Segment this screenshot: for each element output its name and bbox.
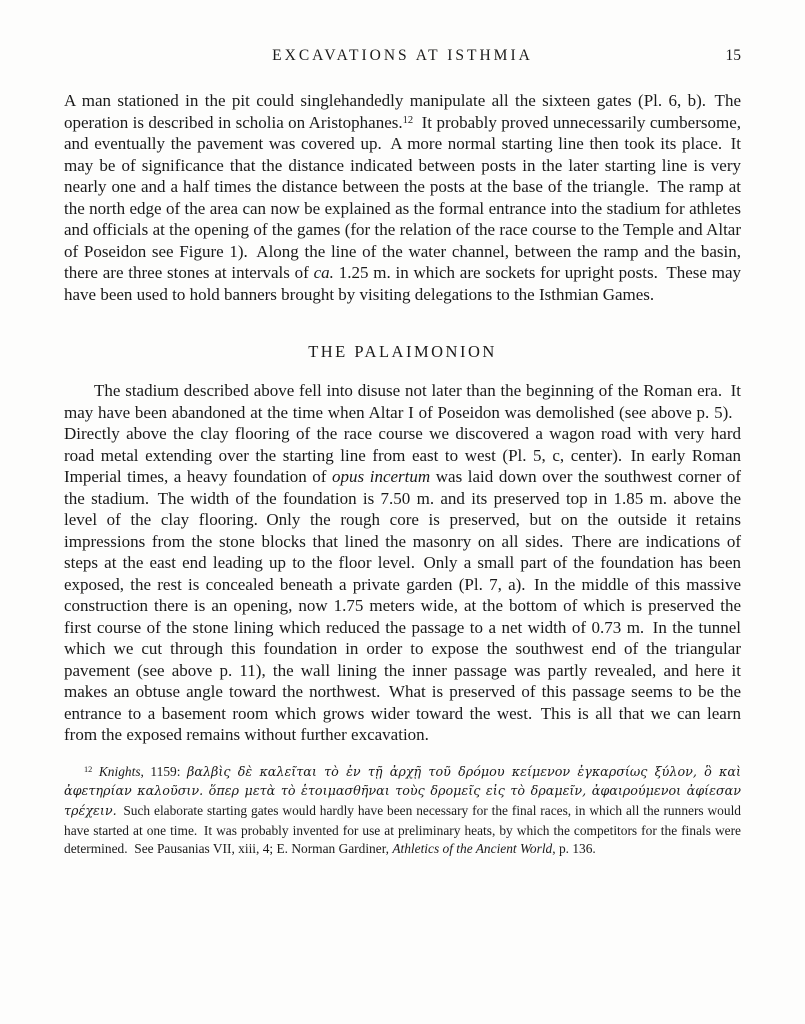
running-title: EXCAVATIONS AT ISTHMIA [272, 47, 533, 64]
page-header [64, 46, 741, 66]
footnote-12: $^{12}$ Knights, 1159: βαλβὶς δὲ καλεῖται τὸ ἐν τῇ ἀρχῇ τοῦ δρόμου κείμενον ἐγκαρσίως ξύλον, ὃ καὶ ἀφετηρίαν καλοῦσιν. ὅπερ μετὰ τὸ ἑτοιμασθῆναι τοὺς δρομεῖς εἰς τὸ δραμεῖν, ἀφαιρούμενοι ἀφίεσαν τρέχειν. Such elaborate starting gates would hardly have been necessary for the final races, in which all the runners would have started at one time. It was probably invented for use at preliminary heats, by which the competitors for the finals were determined. See Pausanias VII, xiii, 4; E. Norman Gardiner, Athletics of the Ancient World, p. 136. [64, 763, 741, 857]
paragraph-palaimonion: The stadium described above fell into disuse not later than the beginning of the Roman era. It may have been abandoned at the time when Altar I of Poseidon was demolished (see above p. 5). Directly above the clay flooring of the race course we discovered a wagon road with very hard road metal extending over the starting line from east to west (Pl. 5, c, center). In early Roman Imperial times, a heavy foundation of opus incertum was laid down over the southwest corner of the stadium. The width of the foundation is 7.50 m. and its preserved top in 1.85 m. above the level of the clay flooring. Only the rough core is preserved, but on the outside it retains impressions from the stone blocks that lined the masonry on all sides. There are indications of steps at the east end leading up to the floor level. Only a small part of the foundation has been exposed, the rest is concealed beneath a private garden (Pl. 7, a). In the middle of this massive construction there is an opening, now 1.75 meters wide, at the bottom of which is preserved the first course of the stone lining which reduced the passage to a net width of 0.73 m. In the tunnel which we cut through this foundation in order to expose the southwest end of the triangular pavement (see above p. 11), the wall lining the inner passage was partly revealed, and here it makes an obtuse angle toward the northwest. What is preserved of this passage seems to be the entrance to a basement room which grows wider toward the west. This is all that we can learn from the exposed remains without further excavation. [64, 381, 741, 744]
page-number: 15 [725, 47, 741, 64]
paragraph-starting-gates: A man stationed in the pit could singlehandedly manipulate all the sixteen gates (Pl. 6, b). The operation is described in scholia on Aristophanes.$^{12}$ It probably proved unnecessarily cumbersome, and eventually the pavement was covered up. A more normal starting line then took its place. It may be of significance that the distance indicated between posts in the later starting line is very nearly one and a half times the distance between the posts at the base of the triangle. The ramp at the north edge of the area can now be explained as the formal entrance into the stadium for athletes and officials at the opening of the games (for the relation of the race course to the Temple and Altar of Poseidon see Figure 1). Along the line of the water channel, between the ramp and the basin, there are three stones at intervals of ca. 1.25 m. in which are sockets for upright posts. These may have been used to hold banners brought by visiting delegations to the Isthmian Games. [64, 91, 741, 304]
section-heading-palaimonion: THE PALAIMONION [308, 342, 497, 361]
page-body [64, 90, 741, 859]
